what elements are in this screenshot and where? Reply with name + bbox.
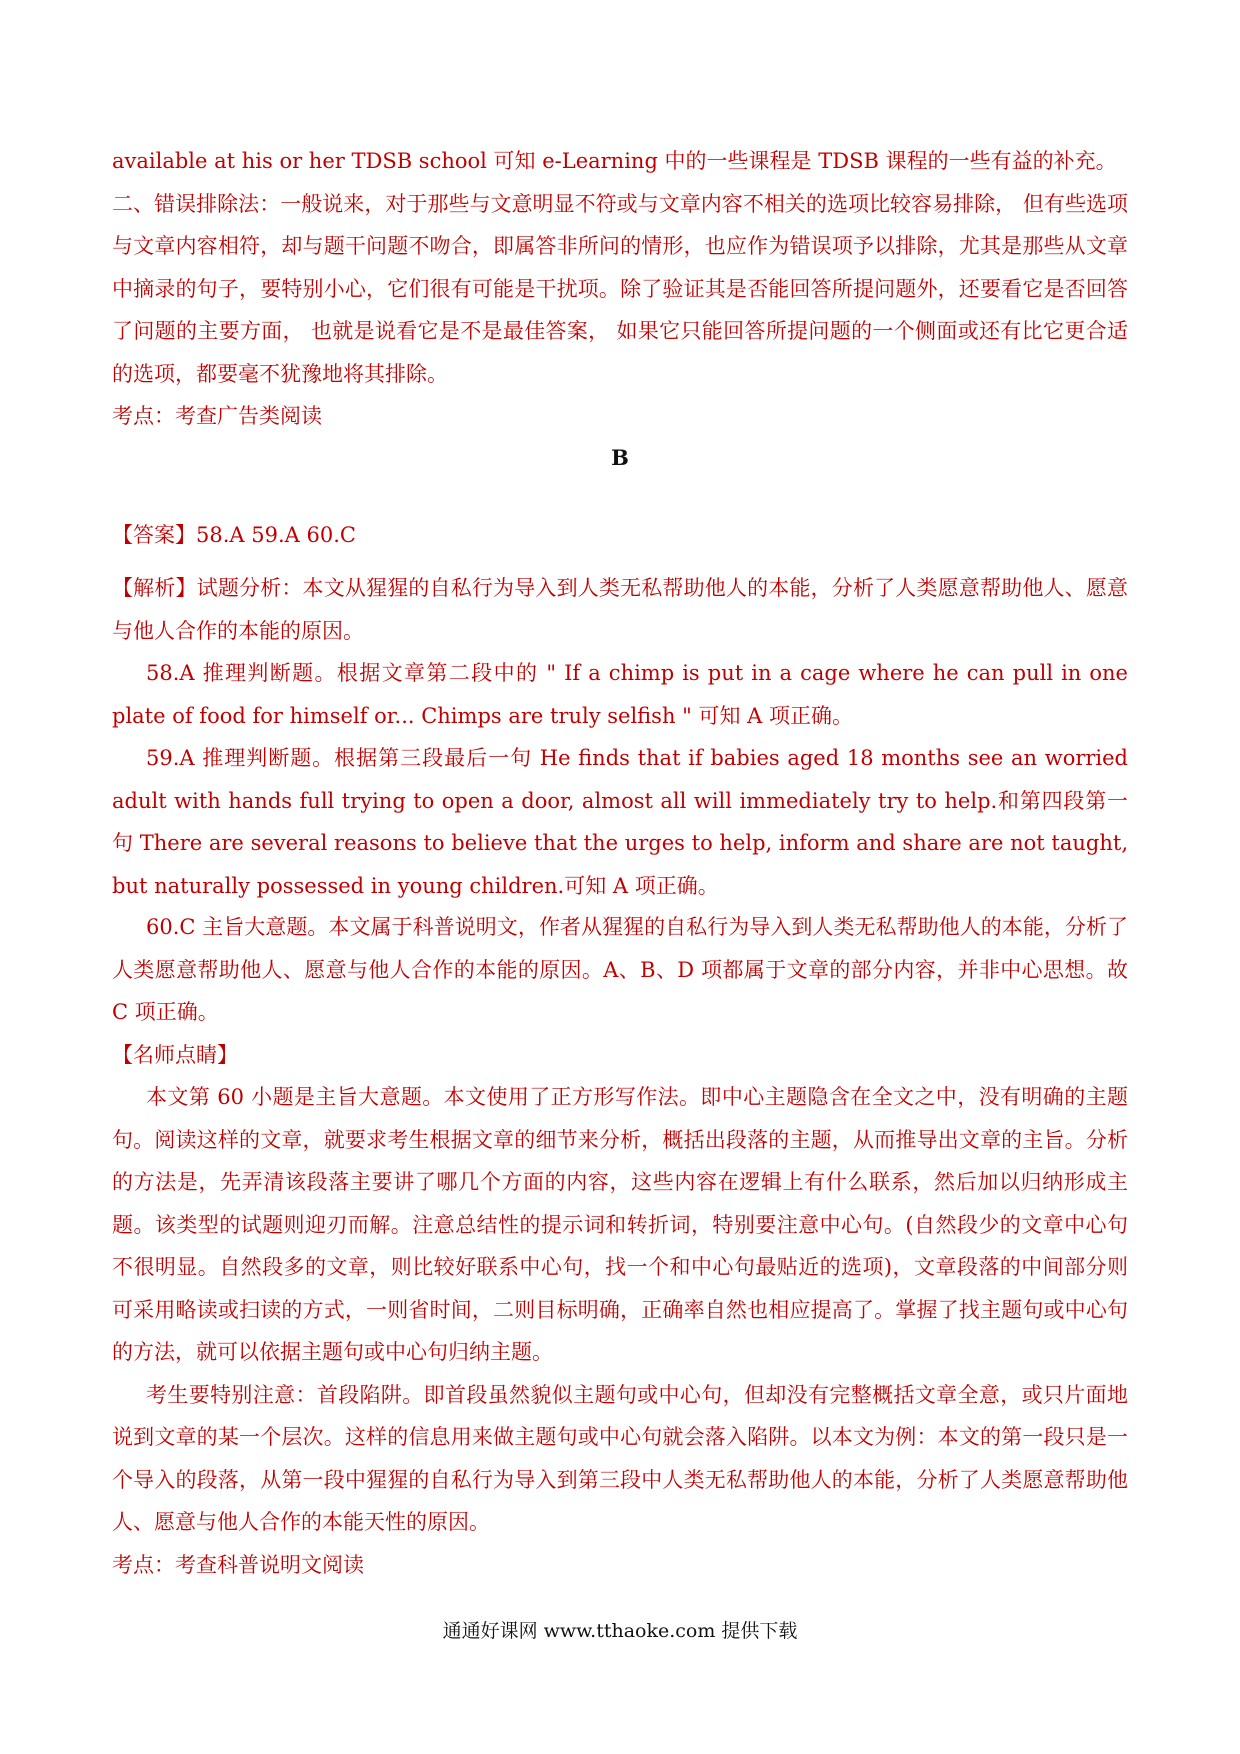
- analysis-paragraph: 【解析】试题分析：本文从猩猩的自私行为导入到人类无私帮助他人的本能，分析了人类愿意帮助他人、愿意与他人合作的本能的原因。: [112, 576, 1128, 643]
- error-elimination-method: 二、错误排除法：一般说来，对于那些与文意明显不符或与文章内容不相关的选项比较容易排除， 但有些选项与文章内容相符，却与题干问题不吻合，即属答非所问的情形，也应作为错误项予以排除，尤其是那些从文章中摘录的句子，要特别小心，它们很有可能是干扰项。除了验证其是否能回答所提问题外，还要看它是否回答了问题的主要方面， 也就是说看它是不是最佳答案， 如果它只能回答所提问题的一个侧面或还有比它更合适的选项，都要毫不犹豫地将其排除。: [112, 191, 1128, 386]
- answer-line: 【答案】58.A 59.A 60.C: [112, 523, 356, 547]
- question-60-explanation: 60.C 主旨大意题。本文属于科普说明文，作者从猩猩的自私行为导入到人类无私帮助他人的本能，分析了人类愿意帮助他人、愿意与他人合作的本能的原因。A、B、D 项都属于文章的部分内容，并非中心思想。故 C 项正确。: [112, 915, 1128, 1024]
- q58-block: [112, 652, 1128, 737]
- teacher-notes-paragraph-2: 考生要特别注意：首段陷阱。即首段虽然貌似主题句或中心句，但却没有完整概括文章全意，或只片面地说到文章的某一个层次。这样的信息用来做主题句或中心句就会落入陷阱。以本文为例：本文的第一段只是一个导入的段落，从第一段中猩猩的自私行为导入到第三段中人类无私帮助他人的本能，分析了人类愿意帮助他人、愿意与他人合作的本能天性的原因。: [112, 1382, 1128, 1534]
- top-section: [112, 140, 1128, 438]
- section-heading: B: [611, 445, 629, 470]
- question-58-explanation: 58.A 推理判断题。根据文章第二段中的 " If a chimp is put in a cage where he can pull in one plate of food for himself or... Chimps are truly selfish " 可知 A 项正确。: [112, 661, 1128, 728]
- q59-block: [112, 737, 1128, 907]
- q60-and-notes-block: [112, 906, 1128, 1586]
- kaodian-ad-reading: 考点：考查广告类阅读: [112, 404, 322, 428]
- analysis-block: [112, 567, 1128, 652]
- kaodian-science-reading: 考点：考查科普说明文阅读: [112, 1552, 364, 1577]
- section-b-heading-wrap: [112, 437, 1128, 480]
- teacher-notes-title: 【名师点睛】: [112, 1042, 238, 1067]
- question-59-explanation: 59.A 推理判断题。根据第三段最后一句 He finds that if babies aged 18 months see an worried adult with hands full trying to open a door, almost all will immediately try to help.和第四段第一句 There are several reasons to believe that the urges to help, inform and share are not taught, but naturally possessed in young children.可知 A 项正确。: [112, 746, 1128, 898]
- page-footer: 通通好课网 www.tthaoke.com 提供下载: [442, 1620, 798, 1642]
- answer-block: [112, 514, 1128, 557]
- continuation-line: available at his or her TDSB school 可知 e-Learning 中的一些课程是 TDSB 课程的一些有益的补充。: [112, 149, 1117, 173]
- teacher-notes-paragraph-1: 本文第 60 小题是主旨大意题。本文使用了正方形写作法。即中心主题隐含在全文之中，没有明确的主题句。阅读这样的文章，就要求考生根据文章的细节来分析，概括出段落的主题，从而推导出文章的主旨。分析的方法是，先弄清该段落主要讲了哪几个方面的内容，这些内容在逻辑上有什么联系，然后加以归纳形成主题。该类型的试题则迎刃而解。注意总结性的提示词和转折词，特别要注意中心句。(自然段少的文章中心句不很明显。自然段多的文章，则比较好联系中心句，找一个和中心句最贴近的选项)，文章段落的中间部分则可采用略读或扫读的方式，一则省时间，二则目标明确，正确率自然也相应提高了。掌握了找主题句或中心句的方法，就可以依据主题句或中心句归纳主题。: [112, 1085, 1128, 1364]
